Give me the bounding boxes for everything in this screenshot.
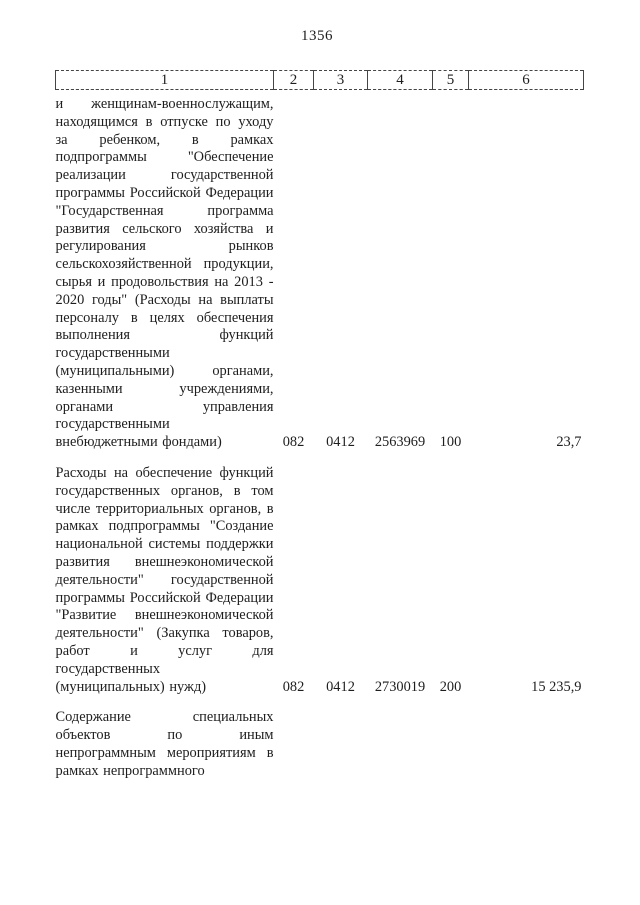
row-expense-type: 200 bbox=[439, 678, 462, 695]
row-gbs-code: 082 bbox=[282, 434, 305, 451]
row-gbs-code: 082 bbox=[282, 678, 305, 695]
row-amount bbox=[469, 696, 584, 780]
page-number: 1356 bbox=[301, 28, 333, 44]
table-header-row bbox=[56, 71, 584, 90]
table-row bbox=[56, 452, 584, 696]
row-description: Содержание специальных объектов по иным непрограммным мероприятиям в рамках непрограммного bbox=[55, 709, 274, 779]
row-target-code: 2563969 bbox=[374, 434, 426, 451]
row-section-code: 0412 bbox=[326, 434, 355, 451]
row-amount: 23,7 bbox=[556, 434, 582, 451]
header-col-5: 5 bbox=[433, 71, 469, 90]
header-col-6: 6 bbox=[469, 71, 584, 90]
row-amount: 15 235,9 bbox=[531, 678, 582, 695]
row-expense-type bbox=[433, 696, 469, 780]
row-expense-type: 100 bbox=[439, 434, 462, 451]
header-col-2: 2 bbox=[274, 71, 314, 90]
row-section-code: 0412 bbox=[326, 678, 355, 695]
table-row bbox=[56, 90, 584, 452]
header-col-3: 3 bbox=[314, 71, 368, 90]
row-target-code: 2730019 bbox=[374, 678, 426, 695]
row-description: и женщинам-военнослужащим, находящимся в отпуске по уходу за ребенком, в рамках подпрограммы "Обеспечение реализации государственной программы Российской Федерации "Государственная программа развития сельского хозяйства и регулирования рынков сельскохозяйственной продукции, сырья и продовольствия на 2013 - 2020 годы" (Расходы на выплаты персоналу в целях обеспечения выполнения функций государственными (муниципальными) органами, казенными учреждениями, органами управления государственными внебюджетными фондами) bbox=[55, 96, 274, 451]
header-col-4: 4 bbox=[368, 71, 433, 90]
row-target-code bbox=[368, 696, 433, 780]
row-gbs-code bbox=[274, 696, 314, 780]
header-col-1: 1 bbox=[56, 71, 274, 90]
row-description: Расходы на обеспечение функций государственных органов, в том числе территориальных органов, в рамках подпрограммы "Создание национальной системы поддержки развития внешнеэкономической деятельности" государственной программы Российской Федерации "Развитие внешнеэкономической деятельности" (Закупка товаров, работ и услуг для государственных (муниципальных) нужд) bbox=[55, 464, 274, 695]
row-section-code bbox=[314, 696, 368, 780]
table-row bbox=[56, 696, 584, 780]
budget-table bbox=[55, 70, 584, 780]
